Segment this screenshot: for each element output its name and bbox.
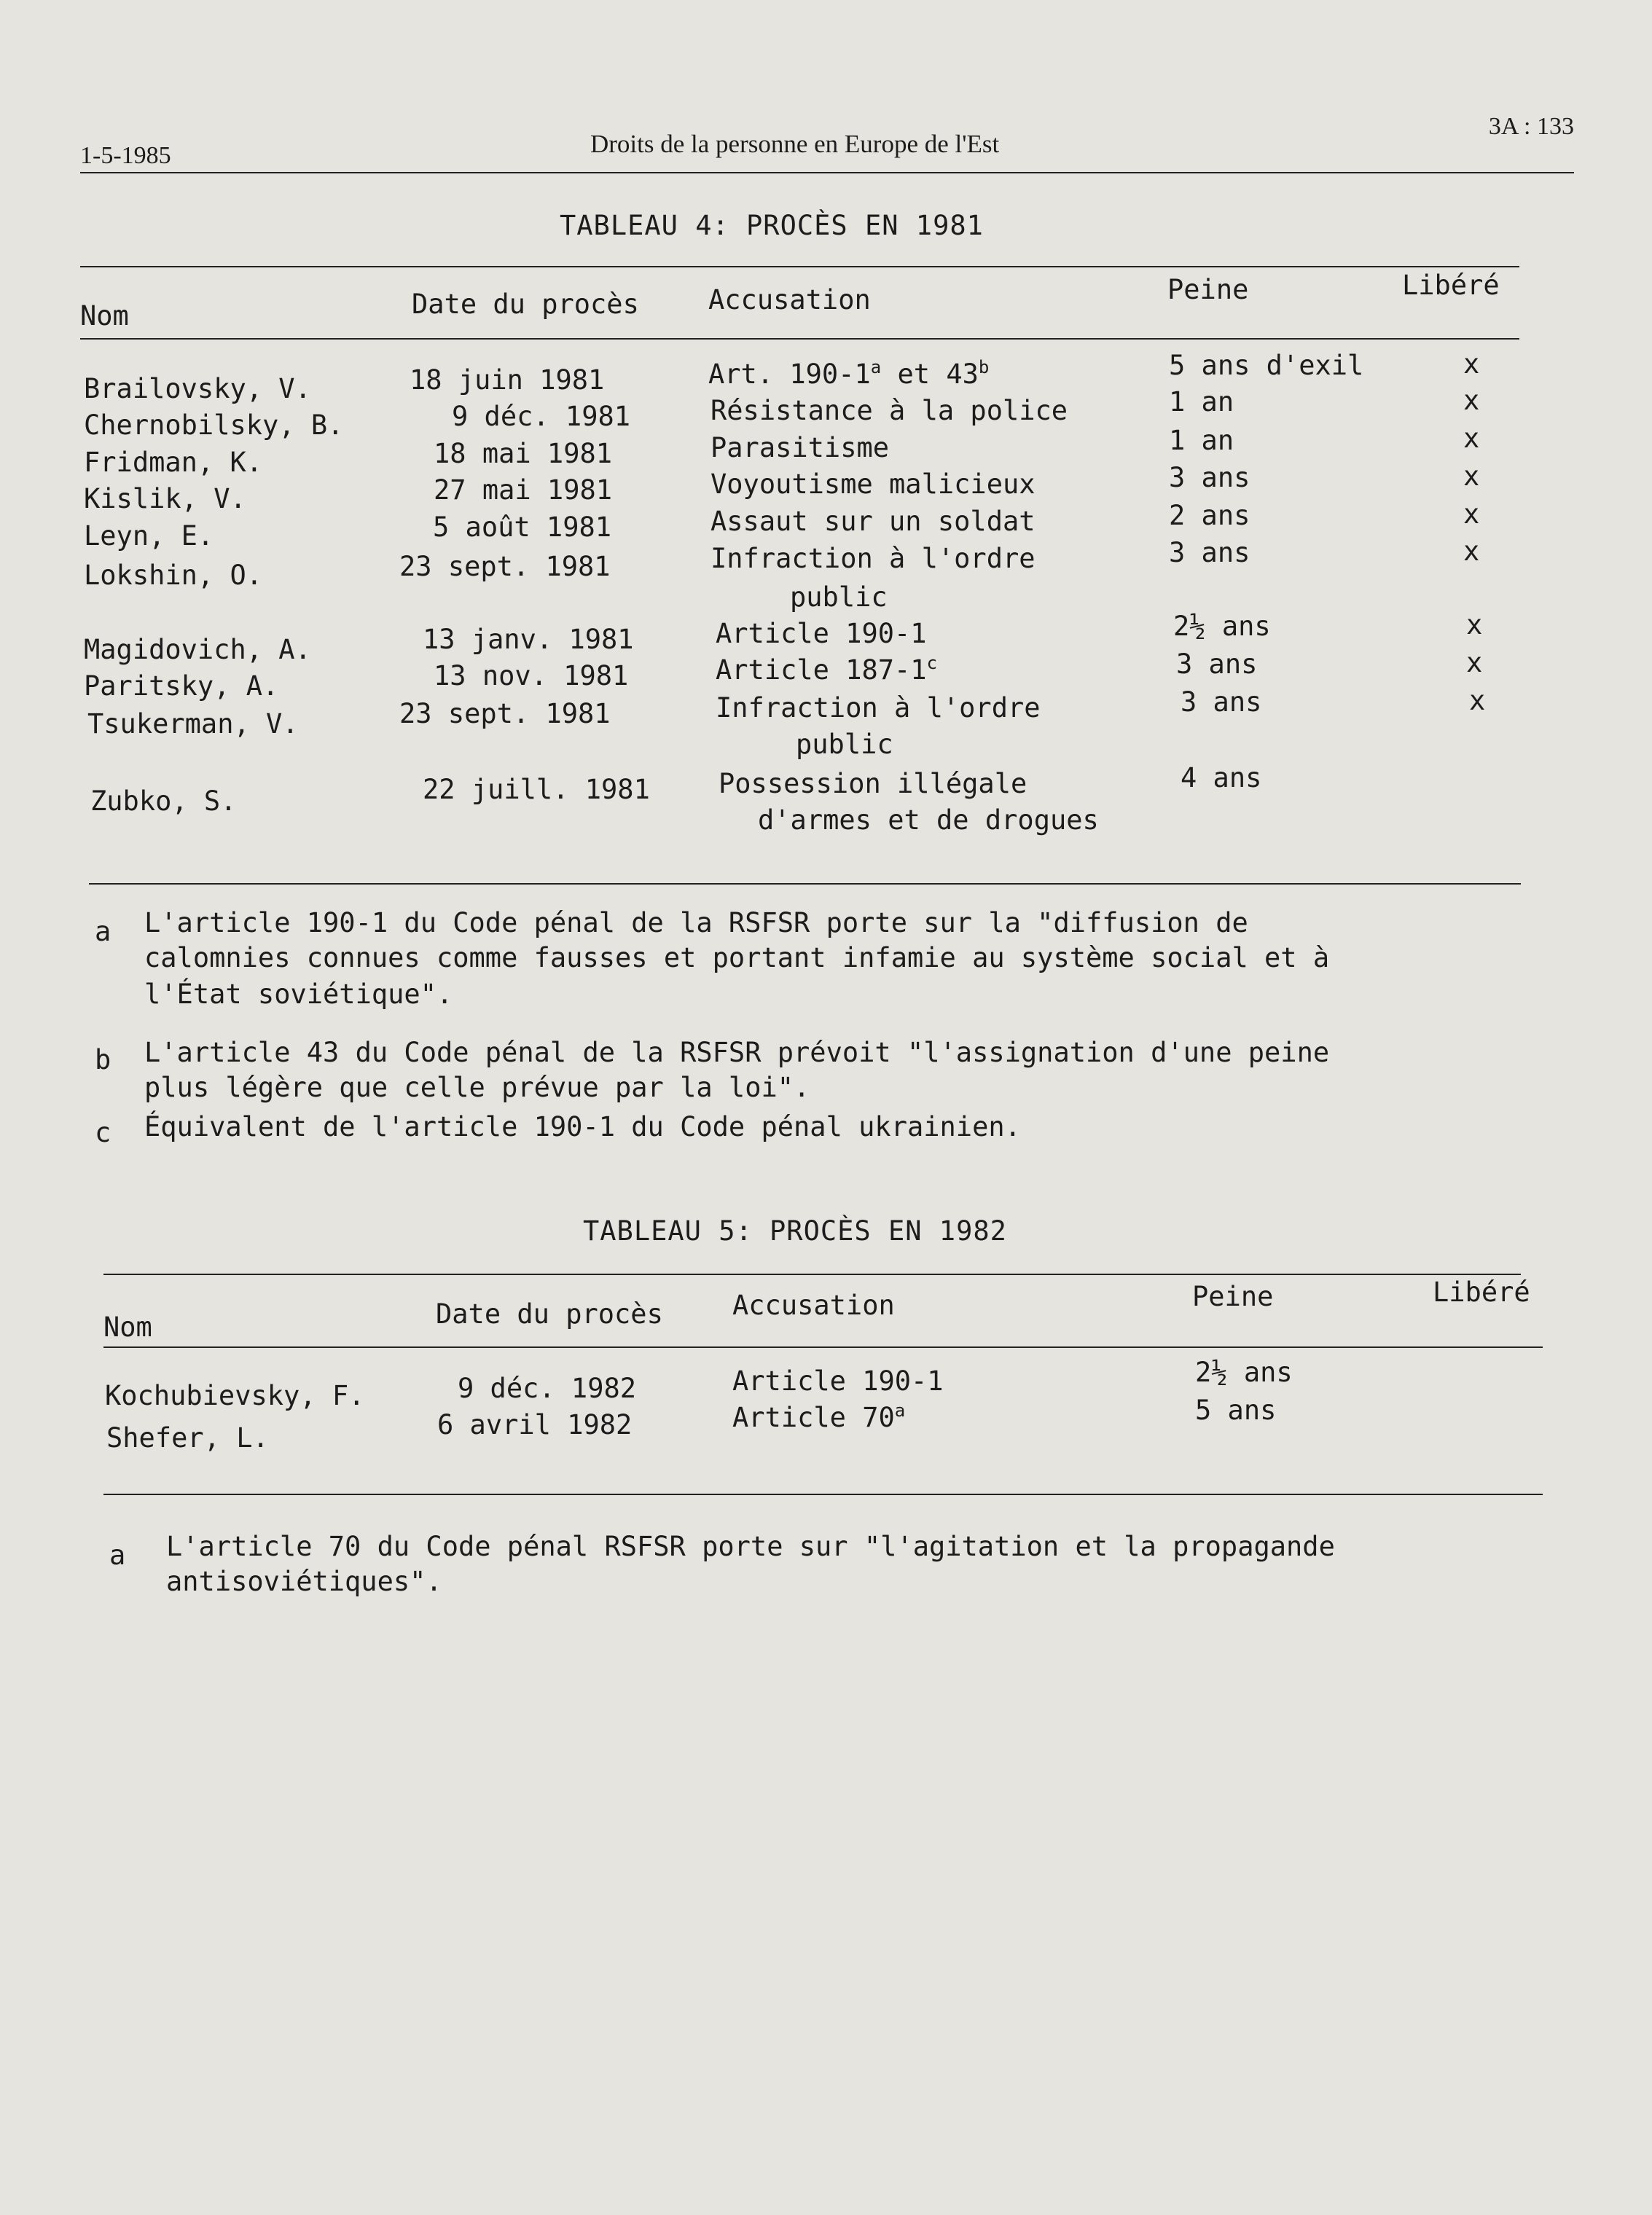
row-name: Magidovich, A.	[84, 634, 311, 665]
row-name: Fridman, K.	[84, 447, 263, 478]
note-label: a	[109, 1540, 126, 1571]
row-sentence: 5 ans d'exil	[1169, 350, 1364, 381]
row-charge: Article 190-1	[732, 1365, 944, 1397]
row-charge: Voyoutisme malicieux	[710, 469, 1036, 500]
row-charge-continued: public	[790, 581, 888, 613]
row-released: x	[1463, 348, 1480, 380]
table4-note-a	[95, 907, 1516, 1024]
table5-header-date: Date du procès	[436, 1298, 663, 1330]
row-sentence: 3 ans	[1169, 537, 1250, 568]
table4-title: TABLEAU 4: PROCÈS EN 1981	[560, 210, 984, 241]
table4-header-name: Nom	[80, 300, 129, 332]
note-line: plus légère que celle prévue par la loi".	[144, 1072, 810, 1103]
row-date: 13 janv. 1981	[423, 624, 634, 655]
row-name: Leyn, E.	[84, 520, 214, 552]
row-date: 22 juill. 1981	[423, 774, 650, 805]
row-sentence: 2½ ans	[1173, 611, 1271, 642]
row-sentence: 2½ ans	[1195, 1357, 1293, 1388]
table5-header-released: Libéré	[1433, 1277, 1530, 1308]
row-sentence: 4 ans	[1181, 762, 1262, 793]
header-title: Droits de la personne en Europe de l'Est	[590, 130, 1000, 158]
note-line: calomnies connues comme fausses et portant infamie au système social et à	[144, 942, 1330, 973]
row-charge: Assaut sur un soldat	[710, 506, 1036, 537]
header-date: 1-5-1985	[80, 142, 171, 169]
row-charge: Infraction à l'ordre	[716, 692, 1041, 724]
row-charge-continued: d'armes et de drogues	[758, 804, 1099, 836]
table4-top-rule	[80, 266, 1519, 267]
table5-top-rule	[103, 1274, 1521, 1275]
row-name: Lokshin, O.	[84, 560, 263, 591]
row-released: x	[1466, 647, 1483, 678]
row-charge: Article 187-1$^c$	[716, 653, 938, 686]
page-header	[80, 109, 1574, 175]
row-charge: Infraction à l'ordre	[710, 543, 1036, 574]
table5-header-charge: Accusation	[732, 1290, 895, 1321]
row-name: Kochubievsky, F.	[105, 1380, 365, 1411]
row-date: 18 juin 1981	[410, 364, 605, 396]
row-name: Kislik, V.	[84, 483, 246, 514]
row-charge: Parasitisme	[710, 432, 890, 463]
row-released: x	[1463, 536, 1480, 567]
row-sentence: 1 an	[1169, 425, 1234, 456]
row-date: 23 sept. 1981	[399, 551, 611, 582]
row-charge: Article 190-1	[716, 618, 927, 649]
row-released: x	[1463, 460, 1480, 492]
table4-header-charge: Accusation	[708, 284, 871, 315]
note-line: L'article 43 du Code pénal de la RSFSR prévoit "l'assignation d'une peine	[144, 1037, 1330, 1068]
row-sentence: 2 ans	[1169, 500, 1250, 531]
row-sentence: 3 ans	[1176, 648, 1258, 680]
row-date: 6 avril 1982	[437, 1409, 633, 1440]
row-name: Tsukerman, V.	[87, 708, 299, 740]
note-label: c	[95, 1117, 111, 1148]
row-charge: Article 70$^a$	[732, 1400, 906, 1433]
table5-header-name: Nom	[103, 1312, 152, 1343]
row-name: Zubko, S.	[90, 785, 237, 817]
table4-header-released: Libéré	[1402, 270, 1500, 301]
header-rule	[80, 172, 1574, 173]
row-date: 23 sept. 1981	[399, 698, 611, 729]
table5-header-rule	[103, 1346, 1543, 1348]
row-name: Chernobilsky, B.	[84, 409, 344, 441]
note-line: Équivalent de l'article 190-1 du Code pénal ukrainien.	[144, 1111, 1021, 1142]
row-name: Brailovsky, V.	[84, 373, 311, 404]
row-date: 18 mai 1981	[434, 438, 613, 469]
row-released: x	[1463, 498, 1480, 530]
row-date: 5 août 1981	[433, 511, 612, 543]
row-charge: Possession illégale	[719, 768, 1027, 799]
note-label: b	[95, 1044, 111, 1075]
table5-header-sentence: Peine	[1192, 1281, 1274, 1312]
table4-note-c	[95, 1111, 1516, 1153]
note-line: L'article 70 du Code pénal RSFSR porte sur "l'agitation et la propagande	[166, 1531, 1335, 1562]
row-name: Shefer, L.	[106, 1422, 269, 1454]
note-label: a	[95, 916, 111, 947]
table4-header-sentence: Peine	[1167, 274, 1249, 305]
header-page-number: 3A : 133	[1488, 113, 1574, 140]
row-date: 9 déc. 1981	[452, 401, 631, 432]
table4-bottom-rule	[89, 883, 1521, 885]
row-date: 27 mai 1981	[434, 474, 613, 506]
row-released: x	[1463, 423, 1480, 454]
row-sentence: 3 ans	[1181, 686, 1262, 718]
row-charge: Résistance à la police	[710, 395, 1068, 426]
row-released: x	[1466, 609, 1483, 640]
row-name: Paritsky, A.	[84, 670, 279, 702]
row-date: 13 nov. 1981	[434, 660, 629, 691]
table5-bottom-rule	[103, 1494, 1543, 1495]
table5-title: TABLEAU 5: PROCÈS EN 1982	[583, 1215, 1007, 1247]
note-line: L'article 190-1 du Code pénal de la RSFSR porte sur la "diffusion de	[144, 907, 1248, 938]
row-released: x	[1469, 685, 1486, 716]
note-line: l'État soviétique".	[144, 979, 453, 1010]
table4-header-date: Date du procès	[412, 289, 639, 320]
row-charge-continued: public	[796, 729, 893, 760]
table4-header-rule	[80, 338, 1519, 340]
row-released: x	[1463, 385, 1480, 416]
row-sentence: 5 ans	[1195, 1395, 1277, 1426]
row-charge: Art. 190-1$^a$ et 43$^b$	[708, 357, 990, 390]
note-line: antisoviétiques".	[166, 1566, 442, 1597]
table4-note-b	[95, 1037, 1516, 1116]
row-sentence: 1 an	[1169, 386, 1234, 417]
row-date: 9 déc. 1982	[458, 1373, 637, 1404]
table5-note-a	[109, 1531, 1530, 1612]
row-sentence: 3 ans	[1169, 462, 1250, 493]
